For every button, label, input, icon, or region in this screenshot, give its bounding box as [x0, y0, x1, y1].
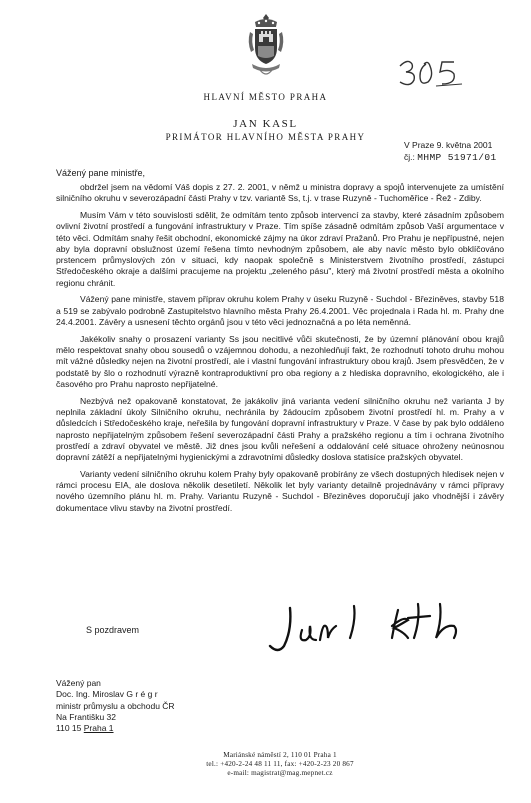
addressee-street: Na Františku 32 [56, 711, 116, 722]
paragraph: obdržel jsem na vědomí Váš dopis z 27. 2. 2001, v němž u ministra dopravy a spojů intervenujete za umístění silničního okruhu v severozápadní části Prahy v tzv. variantě Ss, t.j. v trase Ruzyně - Tuchoměřice - Řež - Zdiby. [56, 182, 504, 204]
addressee-block [56, 678, 175, 734]
mayor-name: JAN KASL [233, 118, 298, 130]
addressee-name: Doc. Ing. Miroslav G r é g r [56, 689, 158, 700]
footer-contact [170, 751, 390, 779]
paragraph: Nezbývá než opakovaně konstatovat, že jakákoliv jiná varianta vedení silničního okruhu než varianta J by neplnila základní úkoly Silničního okruhu, nechránila by žádoucím způsobem životní prostředí hl. m. Prahy a v důsledcích i Středočeského kraje, neřešila by fungování dopravní infrastruktury v Praze. V čase by pak bylo oddáleno naprosto nepřijatelným způsobem řešení severozápadní části Prahy a pražského regionu a tím i ochrana životního prostředí a zdraví obyvatel ve městě. Již dnes jsou kvůli neřešení a oddalování celé situace ohroženy neúnosnou dopravní zátěží a nepřijatelnými hygienickými a zdravotními důsledky doslova statisíce pražských obyvatel. [56, 395, 504, 463]
reference-number: MHMP 51971/01 [417, 152, 497, 163]
paragraph: Varianty vedení silničního okruhu kolem Prahy byly opakovaně probírány ze všech dostupných hledisek nejen v rámci procesu EIA, ale doslova několik desetiletí. Několik let byly varianty detailně projednávány v rámci přípravy nového územního plánu hl. m. Prahy. Variantu Ruzyně - Suchdol - Březiněves doporučují jako vhodnější i závěry dokumentace vlivu stavby na životní prostředí. [56, 468, 504, 513]
closing: S pozdravem [86, 625, 140, 635]
footer-email: e-mail: magistrat@mag.mepnet.cz [227, 769, 333, 778]
institution-name: HLAVNÍ MĚSTO PRAHA [203, 92, 328, 102]
city: Praha 1 [83, 723, 114, 734]
addressee-line: ministr průmyslu a obchodu ČR [56, 700, 175, 711]
paragraph: Musím Vám v této souvislosti sdělit, že odmítám tento způsob intervencí za stavby, které zásadním způsobem ovlivní životní prostředí a fungování infrastruktury v Praze. Tím spíše zásadně odmítám způsob Vaší argumentace v této věci. Odmítám snahy řešit obchodní, ekonomické zájmy na úkor zdraví Pražanů. Pro Prahu je nepřípustné, nejen aby byla dopravní obslužnost území řešena tímto nevhodným způsobem, ale aby navíc město bylo obklíčováno prstencem průmyslových zón v situaci, kdy naopak společně s Ministerstvem životního prostředí, zástupci Středočeského okraje a dalšími pracujeme na projektu „zeleného pásu", který má životní prostředí města a okolního regionu chránit. [56, 209, 504, 288]
salutation: Vážený pane ministře, [56, 168, 146, 178]
paragraph: Vážený pane ministře, stavem příprav okruhu kolem Prahy v úseku Ruzyně - Suchdol - Březiněves, stavby 518 a 519 se zabývalo podrobně Zastupitelstvo hlavního města Prahy 26.4.2001. Věc projednala i Rada hl. m. Prahy dne 24.4.2001. Závěry a usnesení těchto orgánů jsou v této věci jednoznačná a po léta neměnná. [56, 294, 504, 328]
postcode: 110 15 [56, 723, 82, 734]
prague-coat-of-arms-icon [246, 12, 286, 80]
handwritten-reference-number [396, 56, 466, 90]
mayor-title: PRIMÁTOR HLAVNÍHO MĚSTA PRAHY [165, 132, 366, 142]
reference-line [404, 151, 497, 164]
paragraph: Jakékoliv snahy o prosazení varianty Ss jsou necitlivé vůči skutečnosti, že by územní plánování obou krajů mělo respektovat snahy obou sousedů o vzájemnou dohodu, a nezohledňují fakt, že rozhodnutí tohoto druhu mohou mít vážné důsledky nejen na životní prostředí, ale i vlastní fungování infrastruktury obou krajů. Jsem přesvědčen, že v podstatě by šlo o rozhodnutí výrazně kontraproduktivní pro oba regiony a z hlediska dopravního, ekologického, ale i časového pro Prahu naprosto nepřijatelné. [56, 333, 504, 389]
date-reference-block [404, 139, 497, 164]
footer-phone: tel.: +420-2-24 48 11 11, fax: +420-2-23 20 867 [206, 760, 354, 769]
signature [258, 590, 478, 670]
reference-label: čj.: [404, 152, 415, 162]
letter-body [56, 182, 504, 519]
addressee-line: Vážený pan [56, 678, 101, 688]
addressee-city-line [56, 723, 175, 734]
footer-address: Mariánské náměstí 2, 110 01 Praha 1 [223, 751, 337, 759]
letter-date: V Praze 9. května 2001 [404, 140, 493, 150]
